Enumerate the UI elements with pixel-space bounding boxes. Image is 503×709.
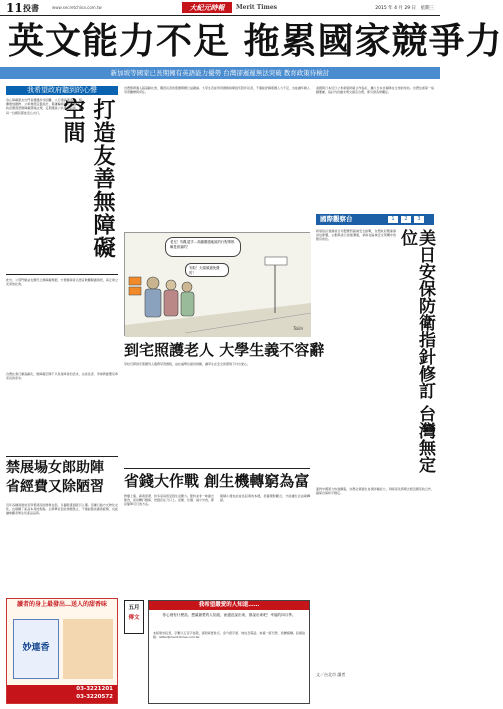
left-headline: 打造友善無障礙空間 bbox=[60, 98, 116, 259]
masthead-url: www.secretchina.com.tw bbox=[52, 5, 102, 10]
lead-subhead: 新加坡等國家已長期擁有英語能力優勢 台灣卻遲遲無法突破 教育政策待檢討 bbox=[0, 67, 440, 79]
right-text-2: 面對中國軍力快速擴張，台灣必須強化自我防衛能力，同時深化與理念相近國家的合作，確保台海和平穩定。 bbox=[316, 487, 434, 496]
ad-phone-1: 03-3221201 bbox=[76, 686, 113, 692]
ad-image bbox=[63, 619, 113, 679]
divider bbox=[6, 456, 118, 457]
bar-num-1: 1 bbox=[388, 216, 398, 223]
cartoon-signature: Tsilin bbox=[293, 326, 303, 331]
contest-detail: 本版徵求投書，字數以五百字為限，請附真實姓名、身分證字號、地址及電話。來稿一經刊登，致贈稿酬。投稿信箱：letter@merit-times.com.tw bbox=[153, 631, 305, 640]
center-text-top: 台灣即將邁入超高齡社會，獨居長者的照護問題日益嚴重。大學生若能利用課餘時間到宅陪伴長者，不僅能紓解照護人力不足，也能讓年輕人學習關懷與責任。 bbox=[124, 86, 311, 95]
masthead bbox=[0, 0, 440, 16]
ad-title: 讀者的身上最發出…送人的甜香味 bbox=[16, 601, 107, 608]
contest-title: 我希望嚴愛的人知道…… bbox=[149, 601, 309, 610]
left-text-3: 台灣社會日漸高齡化，無障礙空間不只是身障者的需求，也是長者、孕婦與推嬰兒車家長的需求。 bbox=[6, 372, 118, 381]
center-headline-2: 省錢大作戰 創生機轉窮為富 bbox=[124, 472, 310, 490]
masthead-logo-en: Merit Times bbox=[236, 4, 278, 11]
left-column-header: 我希望政府聽到的心聲 bbox=[6, 86, 118, 95]
left-text-2: 此外，公部門網站也應符合無障礙規範，方便視障者以語音軟體閱讀資訊，真正建立友善的社會。 bbox=[6, 278, 118, 287]
masthead-logo: 大紀元時報 bbox=[182, 2, 232, 13]
bar-num-2: 2 bbox=[401, 216, 411, 223]
page-number: 11 bbox=[6, 1, 23, 15]
ad-product-box bbox=[13, 619, 59, 679]
center-text-4: 累積小錢也能成為投資的本錢，培養理財觀念，才能讓生活由窮轉富。 bbox=[220, 494, 310, 503]
center-text-2: 學校可將到宅照護列入服務學習課程，由社福單位提供訓練，讓學生在安全的環境下付出愛心。 bbox=[124, 362, 251, 366]
lead-headline: 英文能力不足 拖累國家競爭力 bbox=[8, 20, 503, 62]
center-text-3: 物價上漲、薪資停滯，許多家庭感受到生活壓力。節約並非一味縮衣節食，而是精打細算，把錢花在刀口上。記帳、比價、減少外食，都是簡單可行的方法。 bbox=[124, 494, 215, 507]
international-bar bbox=[316, 214, 434, 225]
ad-phone-2: 03-3220572 bbox=[76, 694, 113, 700]
month-label: 五月 bbox=[128, 605, 140, 611]
month-sub: 傳文 bbox=[128, 615, 140, 621]
divider bbox=[124, 468, 310, 469]
international-bar-title: 國際觀察台 bbox=[320, 215, 353, 223]
right-headline: 美日安保防衛指針修訂 台灣無定位 bbox=[397, 229, 435, 473]
left-text-1: 身心障礙朋友出門常遭遇許多困難，人行道高低落差、騎樓堆放雜物、公車無低底盤設計，都讓輪椅族寸步難行。政府應落實無障礙環境法規，定期稽查公共場所設施，讓每一位國民都能安心出行。 bbox=[6, 98, 82, 115]
ad-product-name: 妙連香 bbox=[22, 643, 50, 653]
contest-box bbox=[148, 600, 310, 704]
contest-lead: 你心裡有什麼話，想讓最愛的人知道，而還沒說出來，都說出來吧！幸福的四月季。 bbox=[162, 613, 296, 617]
cartoon-bubble: 老兄！別亂超手…高鐵優遇地區的行程專都嘛是被塞的！ bbox=[165, 237, 241, 257]
bar-num-3: 3 bbox=[414, 216, 424, 223]
ad-phone-bar bbox=[7, 685, 117, 703]
masthead-date: 2015 年 4 月 29 日 星期三 bbox=[375, 6, 434, 11]
left-text-4: 近年各種商展常見穿著清涼的展場女郎，以養眼畫面吸引人潮。這種行銷方式物化女性，也模糊了產品本身的焦點。主辦單位若能規範禁止，不僅能節省廠商經費，也能讓參觀者專注於產品品質。 bbox=[6, 503, 118, 516]
center-headline-1: 到宅照護老人 大學生義不容辭 bbox=[124, 341, 325, 359]
advertisement bbox=[6, 598, 118, 704]
right-text-top: 美國與日本近日公布新版防衛合作指針，擴大日本自衛隊在全球的角色。台灣位處第一島鏈要衝，指針內容雖未明文提及台灣，卻引發各界關注。 bbox=[316, 86, 434, 95]
month-box bbox=[124, 600, 144, 634]
section-label: 投書 bbox=[23, 4, 39, 13]
editorial-cartoon bbox=[124, 232, 310, 336]
byline: 文／台北市 讀者 bbox=[316, 672, 346, 677]
cartoon-bubble-2: 安啦！大頭頭還免費的！ bbox=[185, 263, 229, 277]
left-headline-2: 禁展場女郎助陣 省經費又除陋習 bbox=[6, 460, 104, 495]
right-text-1: 新版指針強調美日同盟應對區域安全挑戰，台灣政府應審慎評估影響，主動與美日加強溝通，爭取在區域安全架構中的應有角色。 bbox=[316, 229, 396, 242]
divider bbox=[6, 274, 118, 275]
